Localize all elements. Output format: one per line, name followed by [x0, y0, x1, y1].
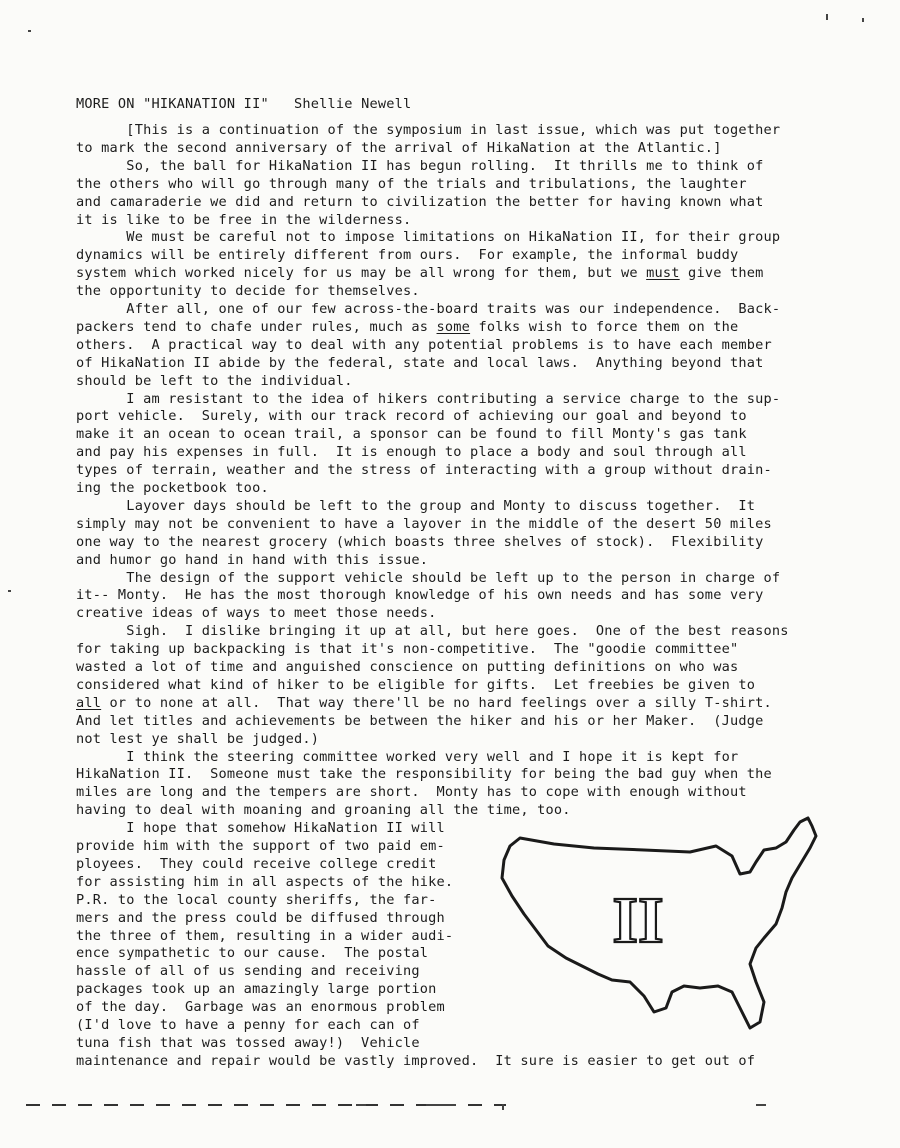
text-line: packages took up an amazingly large portion: [76, 981, 437, 998]
text-line: [This is a continuation of the symposium in last issue, which was put together: [76, 122, 781, 138]
article-author: Shellie Newell: [294, 96, 412, 112]
text-line: The design of the support vehicle should be left up to the person in charge of: [76, 569, 781, 586]
text-line: wasted a lot of time and anguished conscience on putting definitions on who was: [76, 659, 739, 675]
scan-speck: [28, 30, 31, 32]
text-line: the three of them, resulting in a wider audi-: [76, 927, 454, 944]
map-label: II: [612, 884, 664, 957]
text-line: the others who will go through many of the trials and tribulations, the laughter: [76, 175, 747, 192]
text-line: all or to none at all. That way there'll be no hard feelings over a silly T-shirt.: [76, 694, 772, 711]
text-line: for taking up backpacking is that it's non-competitive. The "goodie committee": [76, 641, 739, 658]
text-line: Layover days should be left to the group and Monty to discuss together. It: [76, 497, 756, 514]
text-line: and camaraderie we did and return to civilization the better for having known what: [76, 193, 764, 210]
article-title: MORE ON "HIKANATION II": [76, 96, 269, 112]
text-line: I am resistant to the idea of hikers contributing a service charge to the sup-: [76, 390, 781, 407]
text-line: maintenance and repair would be vastly improved. It sure is easier to get out of: [76, 1052, 756, 1069]
underlined-word: some: [436, 318, 471, 335]
text-line: HikaNation II. Someone must take the responsibility for being the bad guy when the: [76, 766, 772, 783]
scan-speck: [426, 1104, 456, 1106]
text-line: one way to the nearest grocery (which boasts three shelves of stock). Flexibility: [76, 533, 764, 550]
text-line: make it an ocean to ocean trail, a sponsor can be found to fill Monty's gas tank: [76, 426, 747, 443]
text-line: for assisting him in all aspects of the hike.: [76, 873, 454, 890]
text-line: it is like to be free in the wilderness.: [76, 211, 412, 228]
text-line: of HikaNation II abide by the federal, state and local laws. Anything beyond that: [76, 354, 764, 371]
scan-speck: [862, 18, 864, 22]
text-line: considered what kind of hiker to be eligible for gifts. Let freebies be given to: [76, 676, 756, 693]
scan-speck: [502, 1104, 504, 1110]
text-line: tuna fish that was tossed away!) Vehicle: [76, 1034, 420, 1051]
text-line: port vehicle. Surely, with our track record of achieving our goal and beyond to: [76, 408, 747, 425]
text-line: the opportunity to decide for themselves.: [76, 283, 420, 300]
text-line: packers tend to chafe under rules, much as some folks wish to force them on the: [76, 318, 739, 335]
text-line: So, the ball for HikaNation II has begun rolling. It thrills me to think of: [76, 157, 764, 174]
text-line: We must be careful not to impose limitations on HikaNation II, for their group: [76, 229, 781, 246]
scan-speck: [826, 14, 828, 20]
scan-speck: [756, 1104, 766, 1106]
text-line: I hope that somehow HikaNation II will: [76, 820, 445, 837]
text-line: it-- Monty. He has the most thorough knowledge of his own needs and has some very: [76, 587, 764, 604]
text-line: (I'd love to have a penny for each can of: [76, 1017, 420, 1033]
text-line: hassle of all of us sending and receiving: [76, 963, 420, 980]
scan-speck: [8, 590, 11, 592]
underlined-word: all: [76, 694, 102, 711]
text-line: I think the steering committee worked very well and I hope it is kept for: [76, 748, 739, 765]
text-line: Sigh. I dislike bringing it up at all, but here goes. One of the best reasons: [76, 623, 789, 640]
text-line: creative ideas of ways to meet those needs.: [76, 605, 437, 622]
text-line: not lest ye shall be judged.): [76, 730, 320, 747]
text-line: having to deal with moaning and groaning all the time, too.: [76, 802, 571, 819]
text-line: simply may not be convenient to have a layover in the middle of the desert 50 miles: [76, 515, 772, 532]
text-line: mers and the press could be diffused through: [76, 909, 445, 926]
text-line: and pay his expenses in full. It is enough to place a body and soul through all: [76, 444, 747, 461]
text-line: others. A practical way to deal with any potential problems is to have each member: [76, 336, 772, 353]
text-line: After all, one of our few across-the-board traits was our independence. Back-: [76, 301, 781, 317]
text-line: of the day. Garbage was an enormous problem: [76, 999, 445, 1016]
usa-map-icon: [494, 816, 830, 1034]
scan-speck: [356, 1104, 366, 1106]
text-line: and humor go hand in hand with this issue.: [76, 551, 429, 568]
text-line: dynamics will be entirely different from ours. For example, the informal buddy: [76, 247, 739, 264]
text-line: P.R. to the local county sheriffs, the far-: [76, 891, 437, 908]
text-line: should be left to the individual.: [76, 372, 353, 389]
text-line: to mark the second anniversary of the arrival of HikaNation at the Atlantic.]: [76, 139, 722, 156]
text-line: ing the pocketbook too.: [76, 480, 269, 496]
article-heading: [76, 96, 411, 113]
text-line: types of terrain, weather and the stress of interacting with a group without drain-: [76, 462, 772, 479]
text-line: system which worked nicely for us may be all wrong for them, but we must give them: [76, 265, 764, 282]
text-line: miles are long and the tempers are short. Monty has to cope with enough without: [76, 784, 747, 801]
text-line: provide him with the support of two paid em-: [76, 838, 445, 854]
text-line: ployees. They could receive college credit: [76, 855, 437, 872]
underlined-word: must: [646, 265, 680, 282]
text-line: And let titles and achievements be between the hiker and his or her Maker. (Judge: [76, 712, 764, 729]
text-line: ence sympathetic to our cause. The postal: [76, 945, 429, 962]
